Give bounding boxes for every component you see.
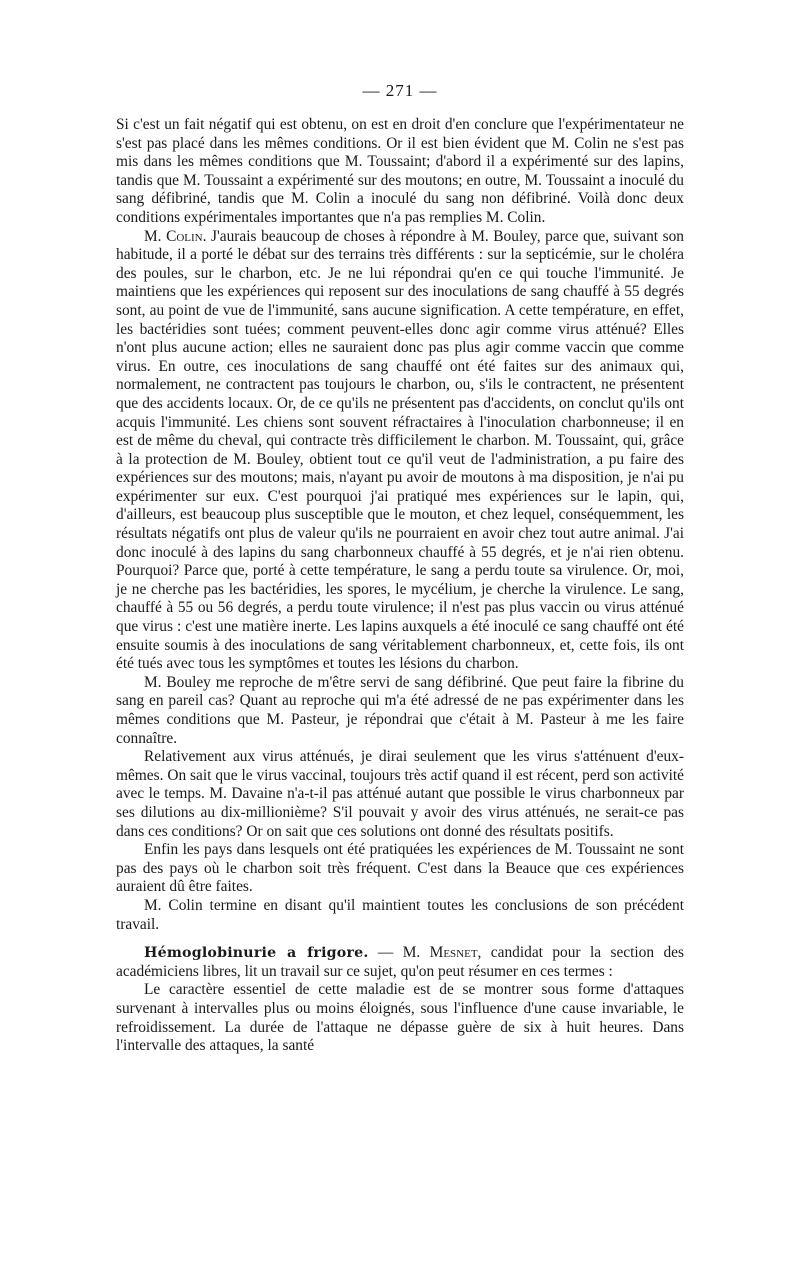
document-page — [116, 80, 684, 1056]
paragraph-2 — [116, 228, 684, 674]
paragraph-text: Relativement aux virus atténués, je dirai seulement que les virus s'atténuent d'eux-mêmes. On sait que le virus vaccinal, toujours très actif quand il est récent, perd son activité avec le temps. M. Davaine n'a-t-il pas atténué autant que possible le virus charbonneux par ses dilutions au dix-millionième? S'il pouvait y avoir des virus atténués, ne serait-ce pas dans ces conditions? Or on sait que ces solutions ont donné des résultats positifs. — [116, 748, 684, 840]
paragraph-1 — [116, 116, 684, 228]
speaker-name: M. Mesnet, — [402, 944, 482, 962]
section-spacer — [116, 934, 684, 944]
paragraph-4 — [116, 748, 684, 841]
paragraph-6 — [116, 897, 684, 934]
section-heading: Hémoglobinurie a frigore. — [144, 945, 369, 962]
paragraph-3 — [116, 674, 684, 748]
paragraph-text: M. Colin termine en disant qu'il maintient toutes les conclusions de son précédent travail. — [116, 896, 684, 933]
paragraph-text: M. Bouley me reproche de m'être servi de sang défibriné. Que peut faire la fibrine du sang en pareil cas? Quant au reproche qui m'a été adressé de ne pas expérimenter dans les mêmes conditions que M. Pasteur, je répondrai que c'était à M. Pasteur à me les faire connaître. — [116, 673, 684, 747]
paragraph-text: Le caractère essentiel de cette maladie est de se montrer sous forme d'attaques survenant à intervalles plus ou moins éloignés, sous l'influence d'une cause invariable, le refroidissement. La durée de l'attaque ne dépasse guère de six à huit heures. Dans l'intervalle des attaques, la santé — [116, 981, 684, 1055]
speaker-name: M. Colin. — [144, 227, 207, 245]
paragraph-5 — [116, 841, 684, 897]
paragraph-8 — [116, 981, 684, 1055]
paragraph-text: Enfin les pays dans lesquels ont été pratiquées les expériences de M. Toussaint ne sont pas des pays où le charbon soit très fréquent. C'est dans la Beauce que ces expériences auraient dû être faites. — [116, 841, 684, 896]
heading-dash: — — [368, 944, 403, 962]
paragraph-text: J'aurais beaucoup de choses à répondre à M. Bouley, parce que, suivant son habitude, il a porté le débat sur des terrains très différents : sur la septicémie, sur le choléra des poules, sur le charbon, etc. Je ne lui répondrai qu'en ce qui touche l'immunité. Je maintiens que les expériences qui reposent sur des inoculations de sang chauffé à 55 degrés sont, au point de vue de l'immunité, sans aucune signification. A cette température, en effet, les bactéridies sont tuées; comment peuvent-elles donc agir comme virus atténué? Elles n'ont plus aucune action; elles ne sauraient donc pas plus agir comme vaccin que comme virus. En outre, ces inoculations de sang chauffé ont été faites sur des animaux qui, normalement, ne contractent pas toujours le charbon, ou, s'ils le contractent, ne présentent que des accidents locaux. Or, de ce qu'ils ne présentent pas d'accidents, on conclut qu'ils ont acquis l'immunité. Les chiens sont souvent réfractaires à l'inoculation charbonneuse; il en est de même du cheval, qui contracte très difficilement le charbon. M. Toussaint, qui, grâce à la protection de M. Bouley, obtient tout ce qu'il veut de l'administration, a pu faire des expériences sur des moutons; mais, n'ayant pu avoir de moutons à ma disposition, je n'ai pu expérimenter sur eux. C'est pourquoi j'ai pratiqué mes expériences sur le lapin, qui, d'ailleurs, est beaucoup plus susceptible que le mouton, et chez lequel, conséquemment, les résultats négatifs ont plus de valeur qu'ils ne pourraient en avoir chez tout autre animal. J'ai donc inoculé à des lapins du sang charbonneux chauffé à 55 degrés, et je n'ai rien obtenu. Pourquoi? Parce que, porté à cette température, le sang a perdu toute sa virulence. Or, moi, je ne cherche pas les bactéridies, les spores, le mycélium, je cherche la virulence. Le sang, chauffé à 55 ou 56 degrés, a perdu toute virulence; il n'est pas plus vaccin ou virus atténué que virus : c'est une matière inerte. Les lapins auxquels a été inoculé ce sang chauffé ont été ensuite soumis à des inoculations de sang véritablement charbonneux, et, cette fois, ils ont été tués avec tous les symptômes et toutes les lésions du charbon. — [116, 227, 684, 673]
page-number: — 271 — — [362, 81, 438, 100]
paragraph-text: Si c'est un fait négatif qui est obtenu, on est en droit d'en conclure que l'expérimentateur ne s'est pas placé dans les mêmes conditions. Or il est bien évident que M. Colin ne s'est pas mis dans les mêmes conditions que M. Toussaint; d'abord il a expérimenté sur des lapins, tandis que M. Toussaint a expérimenté sur des moutons; en outre, M. Toussaint a inoculé du sang défibriné, tandis que M. Colin a inoculé du sang non défibriné. Voilà donc deux conditions expérimentales importantes que n'a pas remplies M. Colin. — [116, 116, 684, 226]
paragraph-text: candidat pour la section des académiciens libres, lit un travail sur ce sujet, qu'on peut résumer en ces termes : — [116, 944, 684, 980]
section-paragraph — [116, 944, 684, 981]
